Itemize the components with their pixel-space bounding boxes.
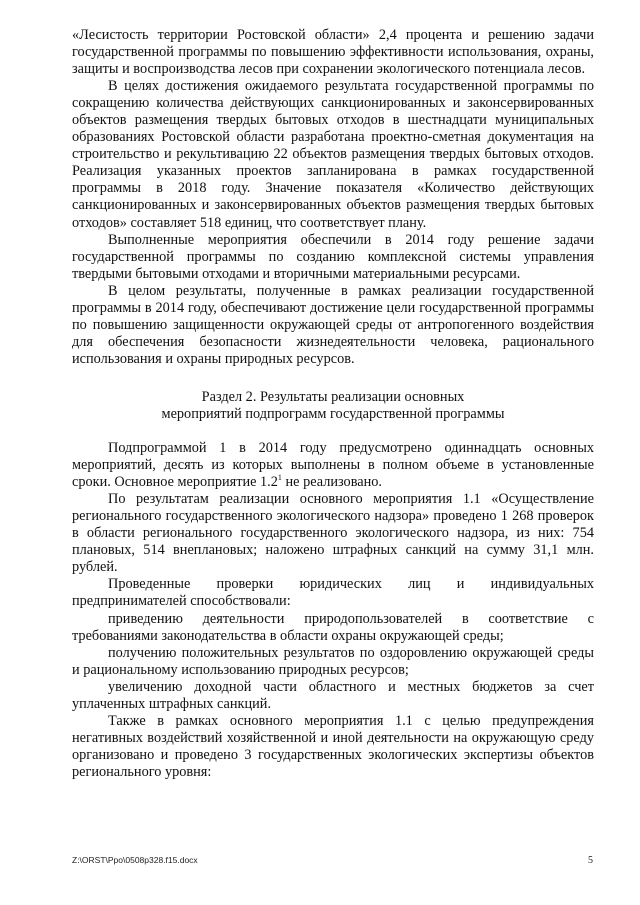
- paragraph-7: Проведенные проверки юридических лиц и индивидуальных предпринимателей способствовали:: [72, 576, 594, 610]
- document-page: [72, 27, 594, 781]
- paragraph-3: Выполненные мероприятия обеспечили в 2014 году решение задачи государственной программы по созданию комплексной системы управления твердыми бытовыми отходами и вторичными материальными ресурсами.: [72, 231, 594, 282]
- section-heading-line-2: мероприятий подпрограмм государственной программы: [161, 405, 505, 422]
- paragraph-1: «Лесистость территории Ростовской области» 2,4 процента и решению задачи государственной программы по повышению эффективности использования, охраны, защиты и воспроизводства лесов при сохранении экологического потенциала лесов.: [72, 27, 594, 78]
- text-block-top: [72, 27, 594, 368]
- paragraph-subprogram: [72, 440, 594, 491]
- section-heading: [72, 389, 594, 423]
- subprogram-text-end: не реализовано.: [281, 474, 382, 491]
- paragraph-10: увеличению доходной части областного и местных бюджетов за счет уплаченных штрафных санкций.: [72, 678, 594, 712]
- paragraph-9: получению положительных результатов по оздоровлению окружающей среды и рациональному использованию природных ресурсов;: [72, 644, 594, 678]
- section-heading-line-1: Раздел 2. Результаты реализации основных: [201, 388, 465, 405]
- paragraph-6: По результатам реализации основного мероприятия 1.1 «Осуществление регионального государственного экологического надзора» проведено 1 268 проверок в области регионального государственного экологического надзора, из них: 754 плановых, 514 внеплановых; наложено штрафных санкций на сумму 31,1 млн. рублей.: [72, 491, 594, 576]
- text-block-bottom: [72, 440, 594, 781]
- subprogram-text: Подпрограммой 1 в 2014 году предусмотрено одиннадцать основных мероприятий, десять из которых выполнены в полном объеме в установленные сроки. Основное мероприятие 1.2: [72, 440, 594, 491]
- footnote-marker: 1: [277, 473, 282, 483]
- paragraph-8: приведению деятельности природопользователей в соответствие с требованиями законодательства в области охраны окружающей среды;: [72, 610, 594, 644]
- footer-page-number: 5: [588, 855, 593, 866]
- footer-file-path: Z:\ORST\Ppo\0508p328.f15.docx: [72, 855, 198, 865]
- paragraph-2: В целях достижения ожидаемого результата государственной программы по сокращению количества действующих санкционированных и законсервированных объектов размещения твердых бытовых отходов в шестнадцати муниципальных образованиях Ростовской области разработана проектно-сметная документация на строительство и рекультивацию 22 объектов размещения твердых бытовых отходов. Реализация указанных проектов запланирована в рамках государственной программы в 2018 году. Значение показателя «Количество действующих санкционированных и законсервированных объектов размещения твердых бытовых отходов» составляет 518 единиц, что соответствует плану.: [72, 78, 594, 231]
- paragraph-11: Также в рамках основного мероприятия 1.1 с целью предупреждения негативных воздействий хозяйственной и иной деятельности на окружающую среду организовано и проведено 3 государственных экологических экспертизы объектов регионального уровня:: [72, 712, 594, 780]
- paragraph-4: В целом результаты, полученные в рамках реализации государственной программы в 2014 году, обеспечивают достижение цели государственной программы по повышению защищенности окружающей среды от антропогенного воздействия для обеспечения безопасности жизнедеятельности человека, рационального использования и охраны природных ресурсов.: [72, 282, 594, 367]
